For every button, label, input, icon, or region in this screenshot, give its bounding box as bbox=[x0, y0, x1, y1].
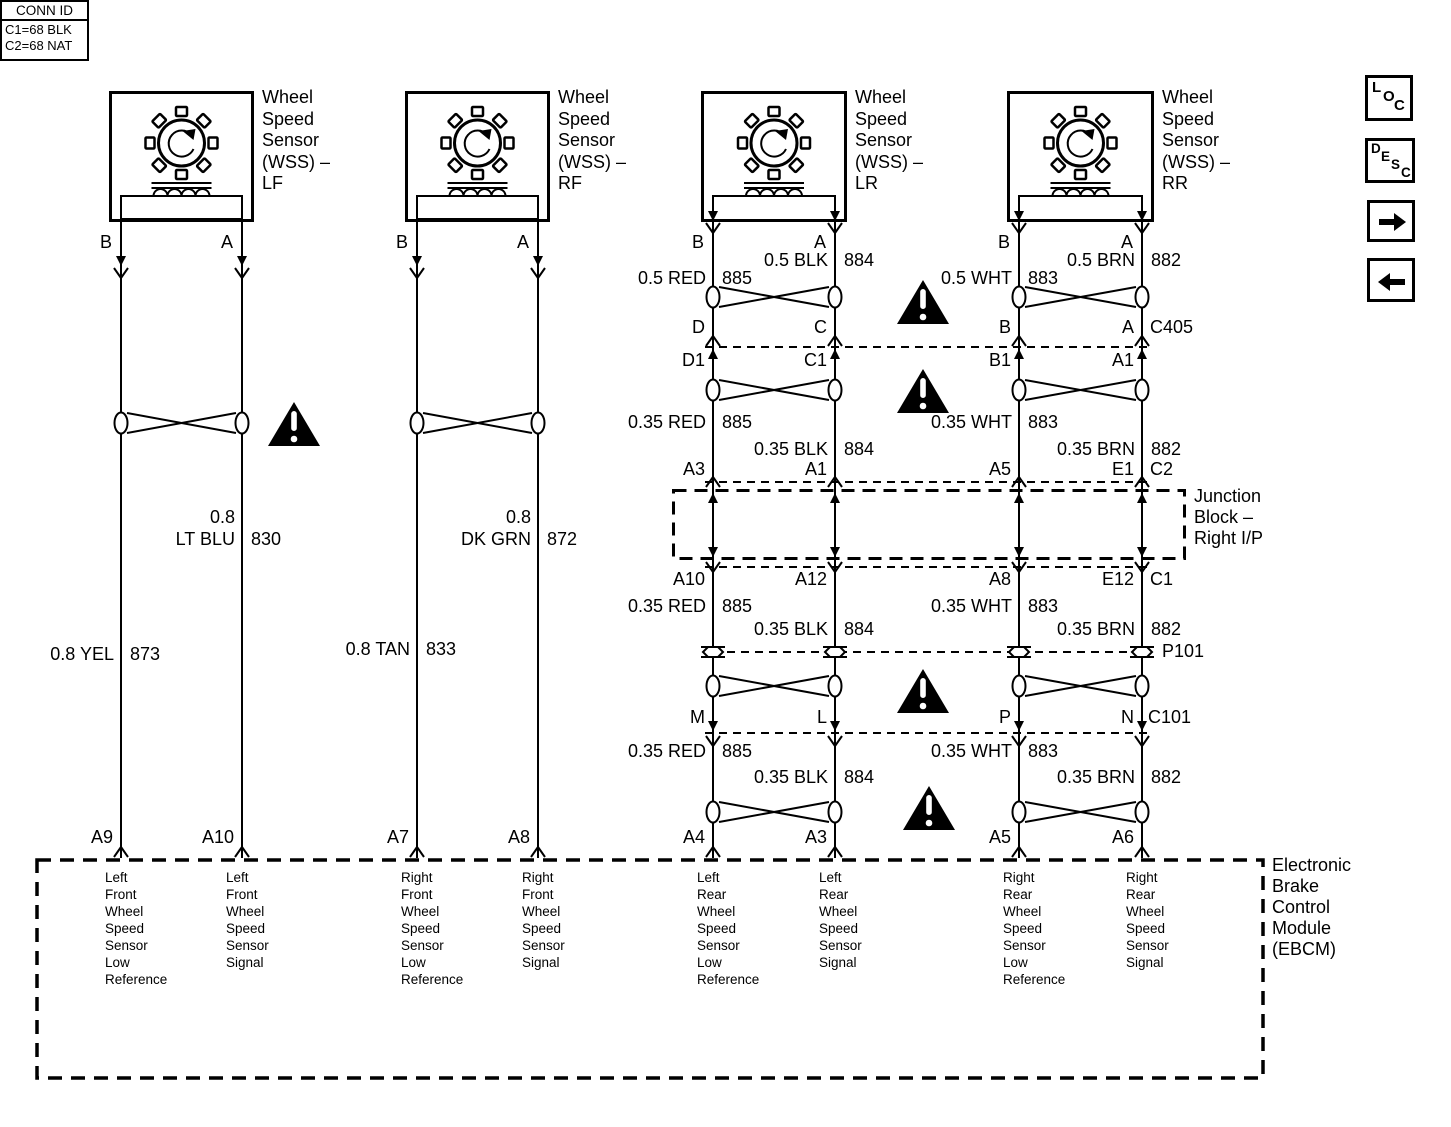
wire-label: 0.5 BLK bbox=[763, 250, 828, 270]
circuit-number: 885 bbox=[722, 268, 753, 288]
conn-id-row: C2=68 NAT bbox=[5, 38, 73, 53]
female-terminal-flare bbox=[234, 268, 250, 279]
pin-label: M bbox=[690, 707, 705, 727]
warning-triangle-icon bbox=[902, 785, 956, 831]
female-terminal-flare bbox=[705, 223, 721, 234]
female-terminal-flare bbox=[705, 477, 721, 488]
pin-label: A12 bbox=[794, 569, 827, 589]
ebcm-pin-function-line: Left bbox=[819, 870, 842, 885]
sensor-pin-b: B bbox=[691, 232, 704, 252]
junction-block-name-line: Junction bbox=[1194, 486, 1262, 506]
ebcm-name-line: Brake bbox=[1272, 876, 1320, 896]
toolbar-letter: E bbox=[1381, 149, 1391, 164]
twisted-pair-icon bbox=[111, 408, 252, 438]
female-terminal-flare bbox=[827, 847, 843, 858]
ebcm-pin-function-line: Sensor bbox=[401, 938, 444, 953]
ebcm-pin-function-line: Speed bbox=[1126, 921, 1166, 936]
female-terminal-flare bbox=[1011, 562, 1027, 573]
ebcm-pin-function-line: Left bbox=[226, 870, 249, 885]
circuit-number: 833 bbox=[426, 639, 457, 659]
arrow-right-icon bbox=[1377, 212, 1407, 232]
ebcm-pin-function-line: Front bbox=[105, 887, 137, 902]
pin-label: A10 bbox=[672, 569, 705, 589]
circuit-number: 830 bbox=[251, 529, 282, 549]
female-terminal-flare bbox=[530, 847, 546, 858]
male-terminal-arrow-down bbox=[828, 713, 842, 731]
ebcm-pin-function-line: Sensor bbox=[522, 938, 565, 953]
female-terminal-flare bbox=[1134, 847, 1150, 858]
wire-label: 0.35 RED bbox=[627, 741, 706, 761]
connector-line-c101 bbox=[705, 732, 1150, 734]
ebcm-pin-function-line: Low bbox=[401, 955, 426, 970]
pin-label: B bbox=[998, 317, 1011, 337]
ebcm-pin-function-line: Right bbox=[401, 870, 433, 885]
toolbar-letter: S bbox=[1391, 157, 1401, 172]
ebcm-pin-function-line: Speed bbox=[819, 921, 859, 936]
connector-name: C2 bbox=[1150, 459, 1174, 479]
wire-label: 0.35 BLK bbox=[753, 767, 828, 787]
female-terminal-flare bbox=[1011, 223, 1027, 234]
ebcm-pin-function-line: Low bbox=[1003, 955, 1028, 970]
circuit-number: 883 bbox=[1028, 596, 1059, 616]
female-terminal-flare bbox=[530, 268, 546, 279]
twisted-pair-icon bbox=[1009, 671, 1152, 701]
wire-label: DK GRN bbox=[460, 529, 531, 549]
grommet-icon bbox=[1128, 643, 1156, 661]
ebcm-pin-function-line: Reference bbox=[1003, 972, 1066, 987]
female-terminal-flare bbox=[234, 847, 250, 858]
circuit-number: 885 bbox=[722, 596, 753, 616]
connector-line-c2 bbox=[705, 481, 1150, 483]
toolbar-letter: L bbox=[1372, 79, 1382, 96]
pin-label: C bbox=[814, 317, 827, 337]
wire-conductor bbox=[416, 222, 418, 858]
grommet-icon bbox=[821, 643, 849, 661]
female-terminal-flare bbox=[1011, 736, 1027, 747]
ebcm-pin-label: A5 bbox=[988, 827, 1011, 847]
wire-label: 0.8 TAN bbox=[345, 639, 410, 659]
female-terminal-flare bbox=[705, 562, 721, 573]
sensor-pin-b: B bbox=[997, 232, 1010, 252]
sensor-title-line: Wheel bbox=[558, 87, 610, 107]
wire-conductor bbox=[241, 222, 243, 858]
ebcm-pin-function-line: Front bbox=[226, 887, 258, 902]
pin-label: L bbox=[816, 707, 827, 727]
male-terminal-arrow-down bbox=[235, 248, 249, 266]
ebcm-pin-function-line: Sensor bbox=[819, 938, 862, 953]
circuit-number: 883 bbox=[1028, 741, 1059, 761]
ebcm-pin-function-line: Rear bbox=[1126, 887, 1156, 902]
ebcm-pin-function-line: Reference bbox=[697, 972, 760, 987]
ebcm-pin-function-line: Sensor bbox=[226, 938, 269, 953]
pin-label: D1 bbox=[681, 350, 705, 370]
twisted-pair-icon bbox=[703, 797, 845, 827]
ebcm-pin-function-line: Right bbox=[1003, 870, 1035, 885]
sensor-title-line: Wheel bbox=[855, 87, 907, 107]
wire-label: 0.8 YEL bbox=[50, 644, 114, 664]
sensor-title-line: (WSS) – bbox=[1162, 151, 1231, 172]
sensor-title-line: Speed bbox=[855, 108, 908, 129]
pin-label: A5 bbox=[988, 459, 1011, 479]
sensor-title-line: (WSS) – bbox=[558, 151, 627, 172]
female-terminal-flare bbox=[409, 847, 425, 858]
female-terminal-flare bbox=[827, 562, 843, 573]
male-terminal-arrow-down bbox=[114, 248, 128, 266]
ebcm-pin-function-line: Sensor bbox=[105, 938, 148, 953]
female-terminal-flare bbox=[827, 477, 843, 488]
sensor-title-line: (WSS) – bbox=[262, 151, 331, 172]
wheel-speed-sensor-box bbox=[1007, 91, 1154, 222]
inductive-coil-icon bbox=[1051, 183, 1111, 196]
prev-page-button[interactable] bbox=[1367, 258, 1415, 302]
sensor-title-line: Speed bbox=[1162, 108, 1215, 129]
junction-pass-through-arrow bbox=[705, 493, 721, 557]
connector-name: P101 bbox=[1162, 641, 1205, 661]
male-terminal-arrow-up bbox=[706, 349, 720, 367]
circuit-number: 884 bbox=[844, 767, 875, 787]
pin-label: C1 bbox=[803, 350, 827, 370]
circuit-number: 873 bbox=[130, 644, 161, 664]
female-terminal-flare bbox=[705, 847, 721, 858]
sensor-pin-a: A bbox=[220, 232, 233, 252]
pin-label: E1 bbox=[1111, 459, 1134, 479]
toolbar-letter: C bbox=[1401, 165, 1411, 180]
wire-label: 0.35 BLK bbox=[753, 439, 828, 459]
ebcm-pin-function-line: Signal bbox=[819, 955, 857, 970]
ebcm-pin-function-line: Reference bbox=[401, 972, 464, 987]
sensor-title-line: (WSS) – bbox=[855, 151, 924, 172]
pin-label: E12 bbox=[1101, 569, 1134, 589]
ebcm-pin-function-line: Signal bbox=[522, 955, 560, 970]
junction-block-outline bbox=[672, 489, 1186, 560]
toolbar-letter: D bbox=[1371, 141, 1381, 156]
wire-conductor bbox=[120, 222, 122, 858]
ebcm-outline bbox=[35, 858, 1265, 1080]
ebcm-pin-function-line: Front bbox=[522, 887, 554, 902]
sensor-title-line: Wheel bbox=[1162, 87, 1214, 107]
wire-label: 0.5 BRN bbox=[1066, 250, 1135, 270]
wire-label: 0.8 bbox=[505, 507, 531, 527]
toolbar-letter: O bbox=[1383, 88, 1395, 105]
sensor-title-line: Sensor bbox=[558, 130, 616, 150]
ebcm-pin-function-line: Signal bbox=[1126, 955, 1164, 970]
sensor-pin-a: A bbox=[516, 232, 529, 252]
female-terminal-flare bbox=[705, 736, 721, 747]
male-terminal-arrow-down bbox=[706, 713, 720, 731]
circuit-number: 872 bbox=[547, 529, 578, 549]
pin-label: A1 bbox=[804, 459, 827, 479]
female-terminal-flare bbox=[113, 847, 129, 858]
ebcm-pin-function-line: Speed bbox=[105, 921, 145, 936]
tone-ring-gear-icon bbox=[1045, 107, 1117, 179]
loc-button[interactable] bbox=[1365, 75, 1413, 121]
connector-line-c1 bbox=[705, 566, 1150, 568]
ebcm-pin-function-line: Rear bbox=[697, 887, 727, 902]
wire-label: 0.35 BRN bbox=[1056, 439, 1135, 459]
wire-label: 0.35 BRN bbox=[1056, 767, 1135, 787]
wire-label: 0.35 WHT bbox=[930, 596, 1012, 616]
ebcm-pin-function-line: Front bbox=[401, 887, 433, 902]
male-terminal-arrow-down bbox=[531, 248, 545, 266]
female-terminal-flare bbox=[1011, 336, 1027, 347]
circuit-number: 883 bbox=[1028, 268, 1059, 288]
connector-name: C405 bbox=[1150, 317, 1194, 337]
ebcm-pin-function-line: Wheel bbox=[105, 904, 144, 919]
twisted-pair-icon bbox=[1009, 375, 1152, 405]
pin-label: A1 bbox=[1111, 350, 1134, 370]
pin-label: A3 bbox=[682, 459, 705, 479]
junction-pass-through-arrow bbox=[1011, 493, 1027, 557]
toolbar-letter: C bbox=[1394, 97, 1405, 114]
circuit-number: 882 bbox=[1151, 619, 1182, 639]
desc-button[interactable] bbox=[1365, 138, 1415, 183]
female-terminal-flare bbox=[827, 223, 843, 234]
twisted-pair-icon bbox=[703, 375, 845, 405]
wire-conductor bbox=[537, 222, 539, 858]
junction-pass-through-arrow bbox=[827, 493, 843, 557]
ebcm-pin-function-line: Wheel bbox=[819, 904, 858, 919]
female-terminal-flare bbox=[1134, 223, 1150, 234]
female-terminal-flare bbox=[705, 336, 721, 347]
ebcm-pin-function-line: Right bbox=[522, 870, 554, 885]
female-terminal-flare bbox=[1134, 477, 1150, 488]
ebcm-pin-label: A7 bbox=[386, 827, 409, 847]
junction-block-name-line: Right I/P bbox=[1194, 528, 1264, 548]
ebcm-pin-function-line: Wheel bbox=[1003, 904, 1042, 919]
conn-id-title: CONN ID bbox=[2, 2, 87, 21]
ebcm-pin-function-line: Right bbox=[1126, 870, 1158, 885]
female-terminal-flare bbox=[409, 268, 425, 279]
inductive-coil-icon bbox=[744, 183, 804, 196]
male-terminal-arrow-up bbox=[828, 349, 842, 367]
sensor-title-line: Sensor bbox=[1162, 130, 1220, 150]
male-terminal-arrow-down bbox=[410, 248, 424, 266]
ebcm-pin-function-line: Left bbox=[697, 870, 720, 885]
female-terminal-flare bbox=[1134, 562, 1150, 573]
sensor-pin-a: A bbox=[813, 232, 826, 252]
wire-label: 0.35 WHT bbox=[930, 741, 1012, 761]
pin-label: D bbox=[692, 317, 705, 337]
conn-id-box bbox=[0, 0, 89, 61]
circuit-number: 882 bbox=[1151, 767, 1182, 787]
wire-label: 0.35 RED bbox=[627, 412, 706, 432]
ebcm-pin-function-line: Rear bbox=[819, 887, 849, 902]
male-terminal-arrow-down bbox=[1012, 713, 1026, 731]
wire-label: 0.8 bbox=[209, 507, 235, 527]
ebcm-pin-function-line: Wheel bbox=[401, 904, 440, 919]
wire-label: 0.5 WHT bbox=[940, 268, 1012, 288]
ebcm-pin-label: A10 bbox=[201, 827, 234, 847]
ebcm-pin-function-line: Reference bbox=[105, 972, 168, 987]
male-terminal-arrow-down bbox=[1135, 713, 1149, 731]
ebcm-pin-function-line: Speed bbox=[522, 921, 562, 936]
warning-triangle-icon bbox=[267, 401, 321, 447]
inductive-coil-icon bbox=[152, 183, 212, 196]
female-terminal-flare bbox=[113, 268, 129, 279]
ebcm-pin-function-line: Wheel bbox=[522, 904, 561, 919]
pin-label: A bbox=[1121, 317, 1134, 337]
circuit-number: 885 bbox=[722, 741, 753, 761]
conn-id-row: C1=68 BLK bbox=[5, 22, 72, 37]
ebcm-pin-function-line: Sensor bbox=[1003, 938, 1046, 953]
female-terminal-flare bbox=[1011, 847, 1027, 858]
twisted-pair-icon bbox=[703, 671, 845, 701]
twisted-pair-icon bbox=[1009, 797, 1152, 827]
wire-label: 0.35 WHT bbox=[930, 412, 1012, 432]
arrow-left-icon bbox=[1377, 272, 1407, 292]
inductive-coil-icon bbox=[448, 183, 508, 196]
pin-label: N bbox=[1121, 707, 1134, 727]
ebcm-name-line: Control bbox=[1272, 897, 1331, 917]
sensor-pin-b: B bbox=[395, 232, 408, 252]
wire-label: 0.35 RED bbox=[627, 596, 706, 616]
ebcm-pin-function-line: Low bbox=[105, 955, 130, 970]
junction-pass-through-arrow bbox=[1134, 493, 1150, 557]
ebcm-pin-function-line: Speed bbox=[226, 921, 266, 936]
sensor-title-line: Sensor bbox=[262, 130, 320, 150]
tone-ring-gear-icon bbox=[738, 107, 810, 179]
tone-ring-gear-icon bbox=[442, 107, 514, 179]
ebcm-pin-function-line: Speed bbox=[1003, 921, 1043, 936]
sensor-title-line: Wheel bbox=[262, 87, 314, 107]
wheel-speed-sensor-box bbox=[405, 91, 550, 222]
ebcm-pin-function-line: Left bbox=[105, 870, 128, 885]
sensor-title-line: Speed bbox=[262, 108, 315, 129]
ebcm-pin-label: A6 bbox=[1111, 827, 1134, 847]
ebcm-pin-function-line: Wheel bbox=[697, 904, 736, 919]
female-terminal-flare bbox=[827, 736, 843, 747]
connector-name: C101 bbox=[1148, 707, 1192, 727]
wire-label: 0.5 RED bbox=[637, 268, 706, 288]
ebcm-pin-function-line: Speed bbox=[401, 921, 441, 936]
ebcm-pin-label: A3 bbox=[804, 827, 827, 847]
ebcm-name-line: Module bbox=[1272, 918, 1332, 938]
ebcm-pin-function-line: Wheel bbox=[1126, 904, 1165, 919]
female-terminal-flare bbox=[1134, 336, 1150, 347]
ebcm-pin-function-line: Wheel bbox=[226, 904, 265, 919]
pin-label: A8 bbox=[988, 569, 1011, 589]
pin-label: P bbox=[998, 707, 1011, 727]
ebcm-pin-function-line: Speed bbox=[697, 921, 737, 936]
ebcm-pin-function-line: Sensor bbox=[1126, 938, 1169, 953]
warning-triangle-icon bbox=[896, 368, 950, 414]
sensor-pin-b: B bbox=[99, 232, 112, 252]
female-terminal-flare bbox=[1011, 477, 1027, 488]
warning-triangle-icon bbox=[896, 668, 950, 714]
ebcm-name-line: (EBCM) bbox=[1272, 939, 1336, 959]
ebcm-pin-function-line: Rear bbox=[1003, 887, 1033, 902]
ebcm-pin-label: A8 bbox=[507, 827, 530, 847]
sensor-title-line: Sensor bbox=[855, 130, 913, 150]
pin-label: B1 bbox=[988, 350, 1011, 370]
female-terminal-flare bbox=[1134, 736, 1150, 747]
circuit-number: 884 bbox=[844, 439, 875, 459]
ebcm-name-line: Electronic bbox=[1272, 855, 1352, 875]
twisted-pair-icon bbox=[407, 408, 548, 438]
wheel-speed-sensor-box bbox=[701, 91, 847, 222]
circuit-number: 884 bbox=[844, 250, 875, 270]
ebcm-pin-label: A9 bbox=[90, 827, 113, 847]
ebcm-pin-label: A4 bbox=[682, 827, 705, 847]
circuit-number: 884 bbox=[844, 619, 875, 639]
circuit-number: 885 bbox=[722, 412, 753, 432]
ebcm-pin-function-line: Signal bbox=[226, 955, 264, 970]
tone-ring-gear-icon bbox=[146, 107, 218, 179]
grommet-icon bbox=[1005, 643, 1033, 661]
connector-line-p101 bbox=[713, 651, 1142, 653]
sensor-pin-a: A bbox=[1120, 232, 1133, 252]
circuit-number: 882 bbox=[1151, 439, 1182, 459]
connector-line-c405 bbox=[705, 346, 1150, 348]
sensor-title-line: RR bbox=[1162, 173, 1188, 193]
circuit-number: 882 bbox=[1151, 250, 1182, 270]
sensor-title-line: LR bbox=[855, 173, 879, 193]
sensor-title-line: RF bbox=[558, 173, 582, 193]
wire-label: LT BLU bbox=[175, 529, 235, 549]
male-terminal-arrow-up bbox=[1012, 349, 1026, 367]
junction-block-name-line: Block – bbox=[1194, 507, 1254, 527]
next-page-button[interactable] bbox=[1367, 200, 1415, 242]
female-terminal-flare bbox=[827, 336, 843, 347]
grommet-icon bbox=[699, 643, 727, 661]
ebcm-pin-function-line: Sensor bbox=[697, 938, 740, 953]
male-terminal-arrow-up bbox=[1135, 349, 1149, 367]
circuit-number: 883 bbox=[1028, 412, 1059, 432]
sensor-title-line: LF bbox=[262, 173, 284, 193]
sensor-title-line: Speed bbox=[558, 108, 611, 129]
connector-name: C1 bbox=[1150, 569, 1174, 589]
wheel-speed-sensor-box bbox=[109, 91, 254, 222]
wire-label: 0.35 BLK bbox=[753, 619, 828, 639]
wire-label: 0.35 BRN bbox=[1056, 619, 1135, 639]
ebcm-pin-function-line: Low bbox=[697, 955, 722, 970]
